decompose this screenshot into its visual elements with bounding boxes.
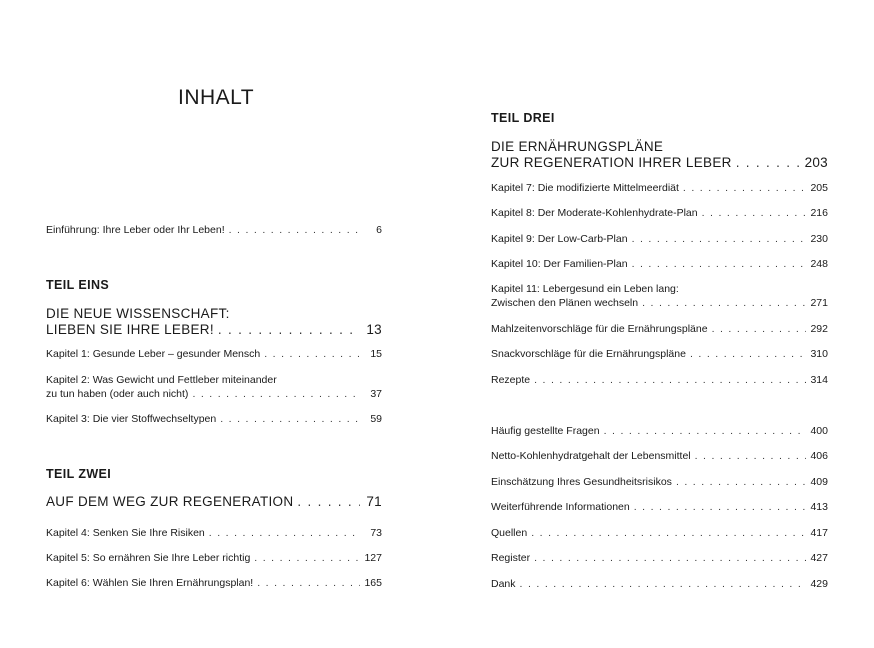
leader-dots [192,387,360,401]
leader-dots [634,500,806,514]
section-page: 13 [366,322,382,337]
part-heading-teil-zwei: TEIL ZWEI [46,467,112,481]
section-page: 203 [804,155,828,170]
section-line-2: LIEBEN SIE IHRE LEBER! [46,322,214,337]
leader-dots [632,257,806,271]
leader-dots [531,526,806,540]
section-heading-neue-wissenschaft[interactable] [46,306,382,338]
toc-entry-label-line-1: Kapitel 2: Was Gewicht und Fettleber miteinander [46,374,277,386]
leader-dots [642,296,806,310]
toc-entry-page: 165 [364,577,382,589]
toc-entry-page: 417 [810,527,828,539]
leader-dots [218,322,360,338]
toc-entry-label: Kapitel 8: Der Moderate-Kohlenhydrate-Plan [491,207,698,219]
toc-entry-label: Einschätzung Ihres Gesundheitsrisikos [491,476,672,488]
leader-dots [209,526,360,540]
toc-entry-label-line-2: zu tun haben (oder auch nicht) [46,388,189,400]
part-heading-teil-drei: TEIL DREI [491,111,555,125]
toc-entry-page: 406 [810,450,828,462]
toc-entry-label-line-1: Kapitel 11: Lebergesund ein Leben lang: [491,283,679,295]
toc-entry-label: Netto-Kohlenhydratgehalt der Lebensmittel [491,450,691,462]
leader-dots [702,206,806,220]
toc-entry-recipes[interactable] [491,373,828,387]
leader-dots [712,322,806,336]
toc-entry-chapter-1[interactable] [46,347,382,361]
toc-entry-chapter-5[interactable] [46,551,382,565]
leader-dots [534,551,806,565]
toc-entry-health-risk[interactable] [491,475,828,489]
toc-entry-chapter-3[interactable] [46,412,382,426]
toc-entry-label: Kapitel 1: Gesunde Leber – gesunder Mensch [46,348,261,360]
toc-entry-page: 230 [810,233,828,245]
toc-entry-label: Kapitel 6: Wählen Sie Ihren Ernährungsplan! [46,577,254,589]
toc-entry-label: Rezepte [491,374,531,386]
leader-dots [632,232,806,246]
leader-dots [264,347,360,361]
section-heading-ernaehrungsplaene[interactable] [491,139,828,171]
toc-entry-label: Dank [491,578,516,590]
leader-dots [257,576,360,590]
toc-entry-page: 15 [370,348,382,360]
part-heading-teil-eins: TEIL EINS [46,278,110,292]
leader-dots [520,577,806,591]
leader-dots [683,181,806,195]
toc-entry-page: 413 [810,501,828,513]
toc-entry-label: Kapitel 4: Senken Sie Ihre Risiken [46,527,205,539]
toc-entry-thanks[interactable] [491,577,828,591]
toc-entry-faq[interactable] [491,424,828,438]
toc-entry-page: 310 [810,348,828,360]
toc-entry-carb-content[interactable] [491,449,828,463]
toc-entry-page: 216 [810,207,828,219]
toc-entry-chapter-2[interactable] [46,373,382,401]
toc-entry-label: Register [491,552,531,564]
section-heading-regeneration[interactable] [46,494,382,510]
toc-entry-meals[interactable] [491,322,828,336]
leader-dots [220,412,360,426]
toc-entry-intro[interactable] [46,223,382,237]
toc-entry-page: 37 [370,388,382,400]
section-page: 71 [366,494,382,509]
toc-entry-page: 248 [810,258,828,270]
toc-entry-page: 59 [370,413,382,425]
toc-entry-page: 73 [370,527,382,539]
toc-entry-index[interactable] [491,551,828,565]
toc-entry-chapter-8[interactable] [491,206,828,220]
toc-entry-label: Einführung: Ihre Leber oder Ihr Leben! [46,224,225,236]
toc-entry-chapter-9[interactable] [491,232,828,246]
toc-entry-label: Mahlzeitenvorschläge für die Ernährungspläne [491,323,708,335]
toc-entry-page: 292 [810,323,828,335]
leader-dots [254,551,360,565]
toc-entry-page: 205 [810,182,828,194]
toc-entry-page: 271 [810,297,828,309]
toc-entry-chapter-11[interactable] [491,282,828,310]
toc-entry-label: Häufig gestellte Fragen [491,425,600,437]
toc-entry-further-info[interactable] [491,500,828,514]
toc-entry-label: Kapitel 5: So ernähren Sie Ihre Leber richtig [46,552,251,564]
toc-entry-page: 314 [810,374,828,386]
toc-entry-page: 400 [810,425,828,437]
toc-entry-label: Kapitel 3: Die vier Stoffwechseltypen [46,413,217,425]
leader-dots [229,223,360,237]
leader-dots [534,373,806,387]
section-line-2: ZUR REGENERATION IHRER LEBER [491,155,732,170]
toc-entry-label: Snackvorschläge für die Ernährungspläne [491,348,686,360]
section-line-1: DIE ERNÄHRUNGSPLÄNE [491,139,664,154]
toc-entry-page: 427 [810,552,828,564]
toc-entry-label-line-2: Zwischen den Plänen wechseln [491,297,639,309]
section-line-1: DIE NEUE WISSENSCHAFT: [46,306,230,321]
leader-dots [676,475,806,489]
toc-entry-label: Kapitel 10: Der Familien-Plan [491,258,628,270]
page-title: INHALT [178,86,255,109]
leader-dots [297,494,360,510]
toc-entry-snacks[interactable] [491,347,828,361]
section-line: AUF DEM WEG ZUR REGENERATION [46,494,294,509]
toc-entry-page: 409 [810,476,828,488]
toc-entry-label: Weiterführende Informationen [491,501,630,513]
leader-dots [604,424,806,438]
toc-entry-chapter-6[interactable] [46,576,382,590]
toc-entry-chapter-4[interactable] [46,526,382,540]
leader-dots [736,155,801,171]
toc-entry-chapter-10[interactable] [491,257,828,271]
leader-dots [690,347,806,361]
toc-entry-sources[interactable] [491,526,828,540]
toc-entry-page: 6 [376,224,382,236]
toc-entry-label: Kapitel 9: Der Low-Carb-Plan [491,233,628,245]
leader-dots [695,449,806,463]
toc-entry-page: 127 [364,552,382,564]
toc-entry-label: Kapitel 7: Die modifizierte Mittelmeerdiät [491,182,679,194]
toc-entry-label: Quellen [491,527,528,539]
toc-entry-chapter-7[interactable] [491,181,828,195]
toc-entry-page: 429 [810,578,828,590]
